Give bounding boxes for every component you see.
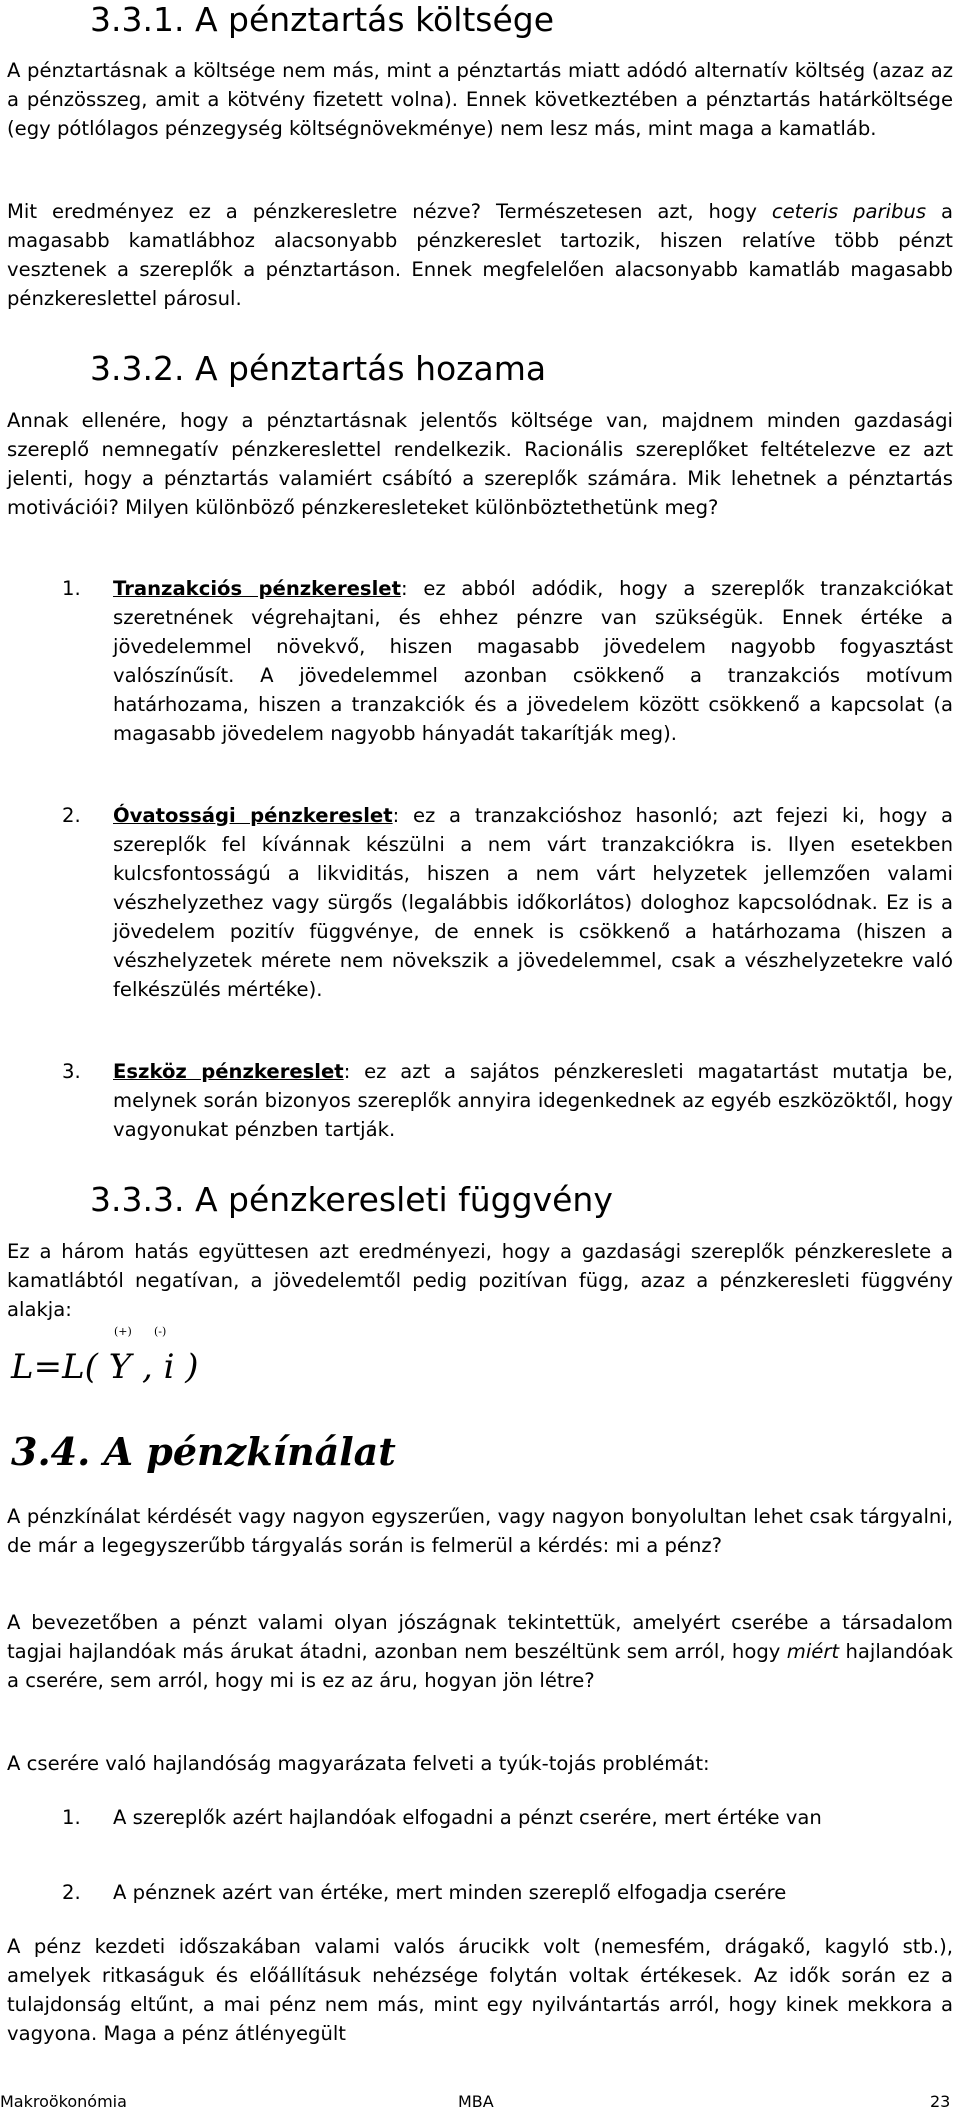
- money-demand-formula: [11, 1325, 271, 1395]
- page-number: 23: [930, 2092, 951, 2111]
- paragraph: A pénz kezdeti időszakában valami valós árucikk volt (nemesfém, drágakő, kagyló stb.), amelyek ritkaságuk és előállításuk nehézsége folytán voltak értékesek. Az idők során ez a tulajdonság eltűnt, a mai pénz nem más, mint egy nyilvántartás arról, hogy kinek mekkora a vagyona. Maga a pénz átlényegült: [7, 1935, 953, 2045]
- list-item-text: A szereplők azért hajlandóak elfogadni a pénzt cserére, mert értéke van: [113, 1806, 822, 1829]
- section-heading-3-4: 3.4. A pénzkínálat: [11, 1429, 396, 1474]
- sign-minus: (-): [154, 1325, 167, 1338]
- list-item-text: Óvatossági pénzkereslet: ez a tranzakcióshoz hasonló; azt fejezi ki, hogy a szereplők fel kívánnak készülni a nem várt tranzakciókra is. Ilyen esetekben kulcsfontosságú a likviditás, hiszen a nem várt helyzetek jellemzően valami vészhelyzethez vagy sürgős (legalábbis időkorlátos) dologhoz kapcsolódnak. Ez is a jövedelem pozitív függvénye, de ennek is csökkenő a határhozama (hiszen a vészhelyzetek mérete nem növekszik a jövedelemmel, csak a vészhelyzetekre való felkészülés mértéke).: [113, 804, 953, 1001]
- section-heading-3-3-3: 3.3.3. A pénzkeresleti függvény: [90, 1180, 613, 1219]
- paragraph: A pénzkínálat kérdését vagy nagyon egyszerűen, vagy nagyon bonyolultan lehet csak tárgyalni, de már a legegyszerűbb tárgyalás során is felmerül a kérdés: mi a pénz?: [7, 1505, 953, 1557]
- paragraph: Annak ellenére, hogy a pénztartásnak jelentős költsége van, majdnem minden gazdasági szereplő nemnegatív pénzkereslettel rendelkezik. Racionális szereplőket feltételezve ez azt jelenti, hogy a pénztartás valamiért csábító a szereplők számára. Mik lehetnek a pénztartás motivációi? Milyen különböző pénzkeresleteket különböztethetünk meg?: [7, 409, 953, 519]
- list-number: 2.: [62, 804, 81, 827]
- list-number: 1.: [62, 1806, 81, 1829]
- paragraph: A cserére való hajlandóság magyarázata felveti a tyúk-tojás problémát:: [7, 1752, 710, 1775]
- footer-center: MBA: [458, 2092, 494, 2111]
- formula-expression: L=L( Y , i ): [11, 1347, 199, 1387]
- list-item-text: A pénznek azért van értéke, mert minden szereplő elfogadja cserére: [113, 1881, 787, 1904]
- section-heading-3-3-1: 3.3.1. A pénztartás költsége: [90, 0, 555, 39]
- paragraph: Mit eredményez ez a pénzkeresletre nézve? Természetesen azt, hogy ceteris paribus a magasabb kamatlábhoz alacsonyabb pénzkereslet tartozik, hiszen relatíve több pénzt vesztenek a szereplők a pénztartáson. Ennek megfelelően alacsonyabb kamatláb magasabb pénzkereslettel párosul.: [7, 200, 953, 310]
- list-item-text: Tranzakciós pénzkereslet: ez abból adódik, hogy a szereplők tranzakciókat szeretnének végrehajtani, és ehhez pénzre van szükségük. Ennek értéke a jövedelemmel növekvő, hiszen magasabb jövedelem nagyobb fogyasztást valószínűsít. A jövedelemmel azonban csökkenő a tranzakciós motívum határhozama, hiszen a tranzakciók és a jövedelem között csökkenő a kapcsolat (a magasabb jövedelem nagyobb hányadát takarítják meg).: [113, 577, 954, 745]
- paragraph: A bevezetőben a pénzt valami olyan jószágnak tekintettük, amelyért cserébe a társadalom tagjai hajlandóak más árukat átadni, azonban nem beszéltünk sem arról, hogy miért hajlandóak a cserére, sem arról, hogy mi is ez az áru, hogyan jön létre?: [7, 1611, 953, 1692]
- list-number: 3.: [62, 1060, 81, 1083]
- list-number: 2.: [62, 1881, 81, 1904]
- list-number: 1.: [62, 577, 81, 600]
- sign-plus: (+): [114, 1325, 132, 1338]
- section-heading-3-3-2: 3.3.2. A pénztartás hozama: [90, 349, 547, 388]
- paragraph: Ez a három hatás együttesen azt eredményezi, hogy a gazdasági szereplők pénzkereslete a kamatlábtól negatívan, a jövedelemtől pedig pozitívan függ, azaz a pénzkeresleti függvény alakja:: [7, 1240, 953, 1321]
- footer-left: Makroökonómia: [0, 2092, 127, 2111]
- list-item-text: Eszköz pénzkereslet: ez azt a sajátos pénzkeresleti magatartást mutatja be, melynek során bizonyos szereplők annyira idegenkednek az egyéb eszközöktől, hogy vagyonukat pénzben tartják.: [113, 1060, 953, 1141]
- paragraph: A pénztartásnak a költsége nem más, mint a pénztartás miatt adódó alternatív költség (azaz az a pénzösszeg, amit a kötvény fizetett volna). Ennek következtében a pénztartás határköltsége (egy pótlólagos pénzegység költségnövekménye) nem lesz más, mint maga a kamatláb.: [7, 59, 953, 140]
